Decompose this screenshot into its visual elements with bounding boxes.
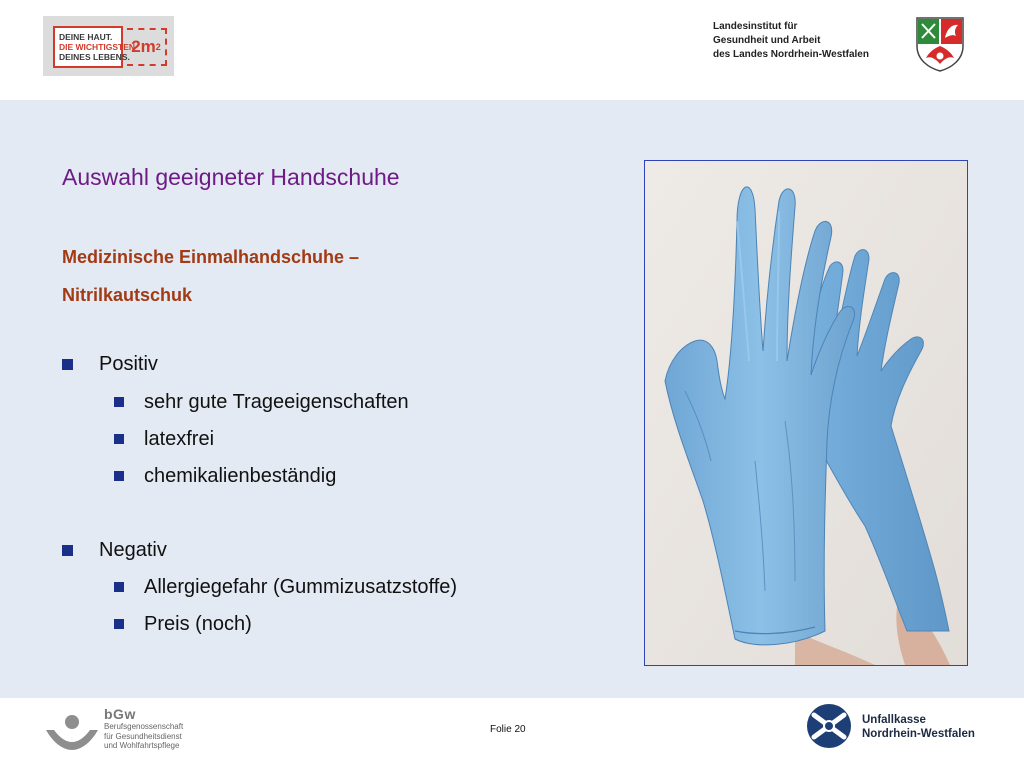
slide-header	[0, 0, 1024, 100]
bullet-text: sehr gute Trageeigenschaften	[144, 391, 409, 413]
institute-line: des Landes Nordrhein-Westfalen	[713, 49, 869, 60]
gloves-photo	[644, 160, 968, 666]
bgw-line: für Gesundheitsdienst	[104, 731, 182, 741]
bgw-line: und Wohlfahrtspflege	[104, 741, 180, 750]
slide-subtitle	[62, 238, 359, 314]
unfallkasse-mark-icon	[806, 703, 852, 749]
institute-line: Gesundheit und Arbeit	[713, 35, 821, 46]
bullet-square-icon	[114, 619, 124, 629]
campaign-logo-text-box	[53, 26, 136, 68]
unfallkasse-logo	[806, 703, 976, 751]
campaign-logo-badge	[127, 28, 167, 66]
nrw-crest-icon	[915, 16, 965, 72]
bullet-square-icon	[114, 434, 124, 444]
institute-line: Landesinstitut für	[713, 21, 798, 32]
slide-number: Folie 20	[490, 724, 526, 735]
bullet-text: latexfrei	[144, 428, 215, 450]
campaign-logo-badge-sup: 2	[155, 42, 161, 52]
bullet-square-icon	[114, 582, 124, 592]
slide-footer	[0, 698, 1024, 768]
bullet-text: Negativ	[99, 539, 167, 561]
bullet-text: Positiv	[99, 353, 158, 375]
unfallkasse-line: Nordrhein-Westfalen	[862, 728, 975, 740]
bullet-square-icon	[62, 359, 73, 370]
bullet-text: Preis (noch)	[144, 613, 252, 635]
slide-title: Auswahl geeigneter Handschuhe	[62, 164, 400, 190]
bullet-square-icon	[114, 471, 124, 481]
campaign-logo-line: DIE WICHTIGSTEN	[59, 42, 136, 52]
bullet-text: Allergiegefahr (Gummizusatzstoffe)	[144, 576, 458, 598]
subtitle-line: Medizinische Einmalhandschuhe –	[62, 247, 360, 267]
institute-name	[713, 20, 913, 62]
slide-content	[0, 100, 1024, 698]
bgw-brand: bGw	[104, 706, 136, 722]
bgw-text	[104, 706, 183, 751]
campaign-logo-line: DEINE HAUT.	[59, 32, 113, 42]
bgw-logo	[44, 706, 214, 758]
bullet-text: chemikalienbeständig	[144, 465, 337, 487]
unfallkasse-text	[862, 713, 975, 741]
bullet-square-icon	[62, 545, 73, 556]
bgw-mark-icon	[44, 714, 100, 754]
campaign-logo-badge-text: 2m	[131, 37, 156, 56]
bullet-square-icon	[114, 397, 124, 407]
campaign-logo	[43, 16, 174, 76]
subtitle-line: Nitrilkautschuk	[62, 285, 193, 305]
bgw-line: Berufsgenossenschaft	[104, 722, 184, 731]
campaign-logo-line: DEINES LEBENS.	[59, 52, 130, 62]
unfallkasse-line: Unfallkasse	[862, 714, 926, 726]
gloves-image	[645, 161, 967, 665]
